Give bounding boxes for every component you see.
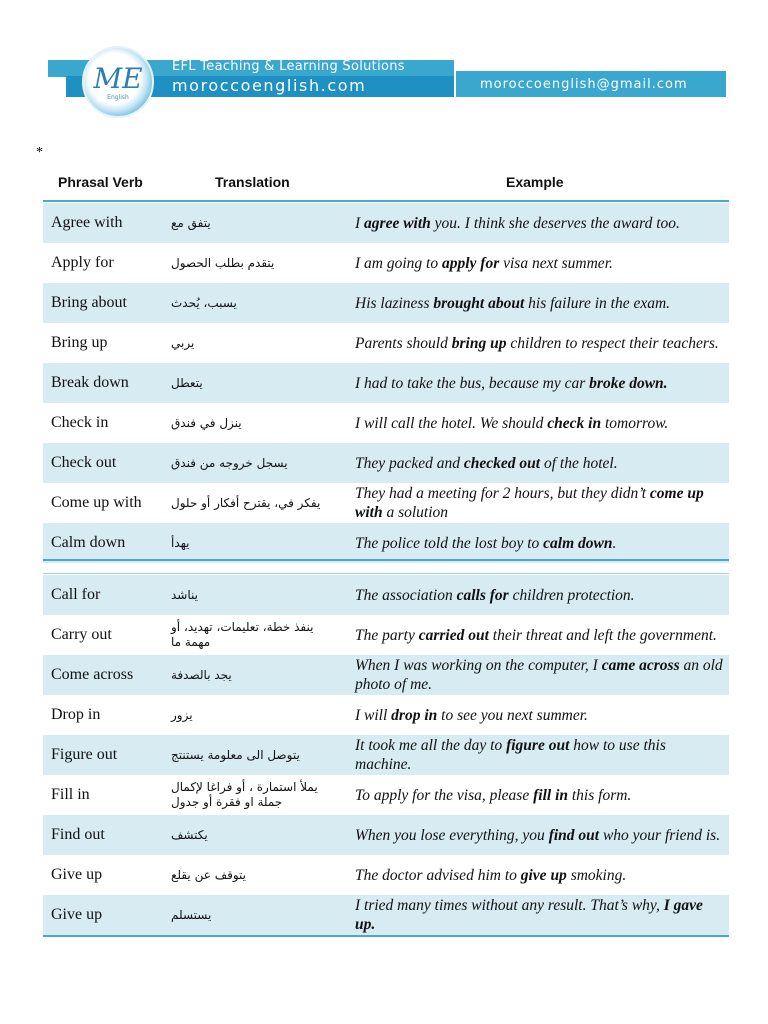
- asterisk-marker: *: [36, 145, 43, 160]
- example-cell: I had to take the bus, because my car broke down.: [355, 374, 668, 392]
- translation-cell: يهدأ: [171, 535, 190, 550]
- translation-cell: يفكر في، يقترح أفكار أو حلول: [171, 495, 321, 510]
- example-phrasal-verb: calm down: [543, 534, 613, 552]
- phrasal-verb-cell: Come up with: [51, 494, 142, 511]
- example-cell: His laziness brought about his failure in the exam.: [355, 294, 671, 312]
- example-cell: To apply for the visa, please fill in this form.: [355, 786, 632, 804]
- phrasal-verb-cell: Call for: [51, 586, 101, 603]
- table-row: [43, 575, 729, 615]
- phrasal-verb-cell: Bring up: [51, 334, 108, 351]
- section-2-start-rule: [43, 573, 729, 574]
- example-phrasal-verb: calls for: [456, 586, 509, 604]
- logo-mark: ME: [93, 62, 143, 95]
- translation-cell: ينزل في فندق: [171, 415, 242, 430]
- example-phrasal-verb: I gave up.: [355, 897, 703, 933]
- table-end-rule: [43, 935, 729, 937]
- translation-cell: يملأ استمارة ، أو فراغا لإكمال جملة او فقرة أو جدول: [171, 780, 318, 809]
- table-row: [43, 615, 729, 655]
- translation-cell: يكتشف: [171, 827, 208, 842]
- table-row: [43, 735, 729, 775]
- table-row: [43, 655, 729, 695]
- phrasal-verb-cell: Agree with: [51, 214, 123, 231]
- table-header: [43, 170, 729, 202]
- table-row: [43, 895, 729, 935]
- example-cell: The doctor advised him to give up smoking.: [355, 866, 627, 884]
- example-cell: It took me all the day to figure out how to use this machine.: [355, 737, 666, 773]
- example-cell: They packed and checked out of the hotel.: [355, 454, 618, 472]
- phrasal-verb-cell: Apply for: [51, 254, 114, 271]
- translation-cell: يربي: [171, 335, 195, 350]
- example-cell: The association calls for children protection.: [355, 586, 635, 604]
- example-cell: Parents should bring up children to respect their teachers.: [355, 334, 719, 352]
- translation-cell: يتوقف عن يقلع: [171, 867, 247, 882]
- translation-cell: يتقدم بطلب الحصول: [171, 255, 275, 270]
- example-phrasal-verb: broke down.: [589, 374, 668, 392]
- example-phrasal-verb: checked out: [463, 454, 541, 472]
- example-phrasal-verb: figure out: [506, 737, 570, 754]
- table-row: [43, 363, 729, 403]
- table-row: [43, 243, 729, 283]
- table-row: [43, 523, 729, 563]
- example-cell: I tried many times without any result. That’s why, I gave up.: [355, 897, 703, 933]
- example-cell: When you lose everything, you find out who your friend is.: [355, 826, 721, 844]
- column-header-example: Example: [506, 174, 564, 190]
- example-phrasal-verb: come up with: [355, 485, 704, 521]
- phrasal-verb-cell: Break down: [51, 374, 129, 391]
- translation-cell: ينفذ خطة، تعليمات، تهديد، أو مهمة ما: [171, 620, 314, 649]
- table-row: [43, 323, 729, 363]
- example-cell: When I was working on the computer, I came across an old photo of me.: [355, 657, 723, 693]
- example-phrasal-verb: check in: [547, 414, 602, 432]
- table-section-2: [43, 575, 729, 935]
- section-1-end-rule: [43, 559, 729, 561]
- header-tagline: EFL Teaching & Learning Solutions: [172, 59, 405, 74]
- example-phrasal-verb: find out: [548, 826, 600, 844]
- table-row: [43, 283, 729, 323]
- column-header-translation: Translation: [215, 174, 290, 190]
- phrasal-verb-cell: Bring about: [51, 294, 127, 311]
- header-site-link[interactable]: moroccoenglish.com: [172, 76, 367, 95]
- phrasal-verb-cell: Calm down: [51, 534, 126, 551]
- example-cell: The police told the lost boy to calm down.: [355, 534, 617, 552]
- translation-cell: يزور: [171, 707, 193, 722]
- translation-cell: يستسلم: [171, 907, 212, 922]
- translation-cell: يتفق مع: [171, 215, 211, 230]
- table-row: [43, 815, 729, 855]
- translation-cell: يسبب، يُحدث: [171, 295, 237, 310]
- example-phrasal-verb: drop in: [391, 706, 438, 724]
- phrasal-verb-cell: Carry out: [51, 626, 112, 643]
- example-phrasal-verb: fill in: [533, 786, 568, 804]
- phrasal-verb-cell: Check out: [51, 454, 117, 471]
- example-phrasal-verb: apply for: [441, 254, 500, 272]
- column-header-phrasal-verb: Phrasal Verb: [58, 174, 143, 190]
- example-phrasal-verb: brought about: [433, 294, 525, 312]
- table-row: [43, 443, 729, 483]
- translation-cell: يتوصل الى معلومة يستنتج: [171, 747, 300, 762]
- example-phrasal-verb: give up: [520, 866, 567, 884]
- example-cell: They had a meeting for 2 hours, but they didn’t come up with a solution: [355, 485, 704, 521]
- table-section-1: [43, 203, 729, 563]
- phrasal-verb-cell: Figure out: [51, 746, 118, 763]
- phrasal-verb-cell: Drop in: [51, 706, 101, 723]
- example-phrasal-verb: bring up: [451, 334, 507, 352]
- header-email-link[interactable]: moroccoenglish@gmail.com: [480, 77, 688, 92]
- phrasal-verb-cell: Check in: [51, 414, 109, 431]
- logo-subtext: English: [107, 94, 129, 101]
- table-row: [43, 203, 729, 243]
- site-logo: [82, 46, 154, 118]
- translation-cell: يسجل خروجه من فندق: [171, 455, 288, 470]
- translation-cell: يناشد: [171, 587, 198, 602]
- translation-cell: يتعطل: [171, 375, 203, 390]
- example-phrasal-verb: carried out: [418, 626, 489, 644]
- table-row: [43, 775, 729, 815]
- table-row: [43, 855, 729, 895]
- table-row: [43, 403, 729, 443]
- example-cell: I am going to apply for visa next summer.: [355, 254, 613, 272]
- example-cell: I will call the hotel. We should check in tomorrow.: [355, 414, 669, 432]
- example-phrasal-verb: agree with: [364, 214, 431, 232]
- table-row: [43, 695, 729, 735]
- example-phrasal-verb: came across: [601, 657, 680, 674]
- phrasal-verb-cell: Give up: [51, 906, 103, 923]
- phrasal-verb-cell: Give up: [51, 866, 103, 883]
- translation-cell: يجد بالصدفة: [171, 667, 232, 682]
- table-row: [43, 483, 729, 523]
- phrasal-verb-cell: Find out: [51, 826, 105, 843]
- phrasal-verb-cell: Fill in: [51, 786, 90, 803]
- example-cell: The party carried out their threat and left the government.: [355, 626, 717, 644]
- example-cell: I agree with you. I think she deserves the award too.: [355, 214, 680, 232]
- example-cell: I will drop in to see you next summer.: [355, 706, 588, 724]
- phrasal-verb-cell: Come across: [51, 666, 134, 683]
